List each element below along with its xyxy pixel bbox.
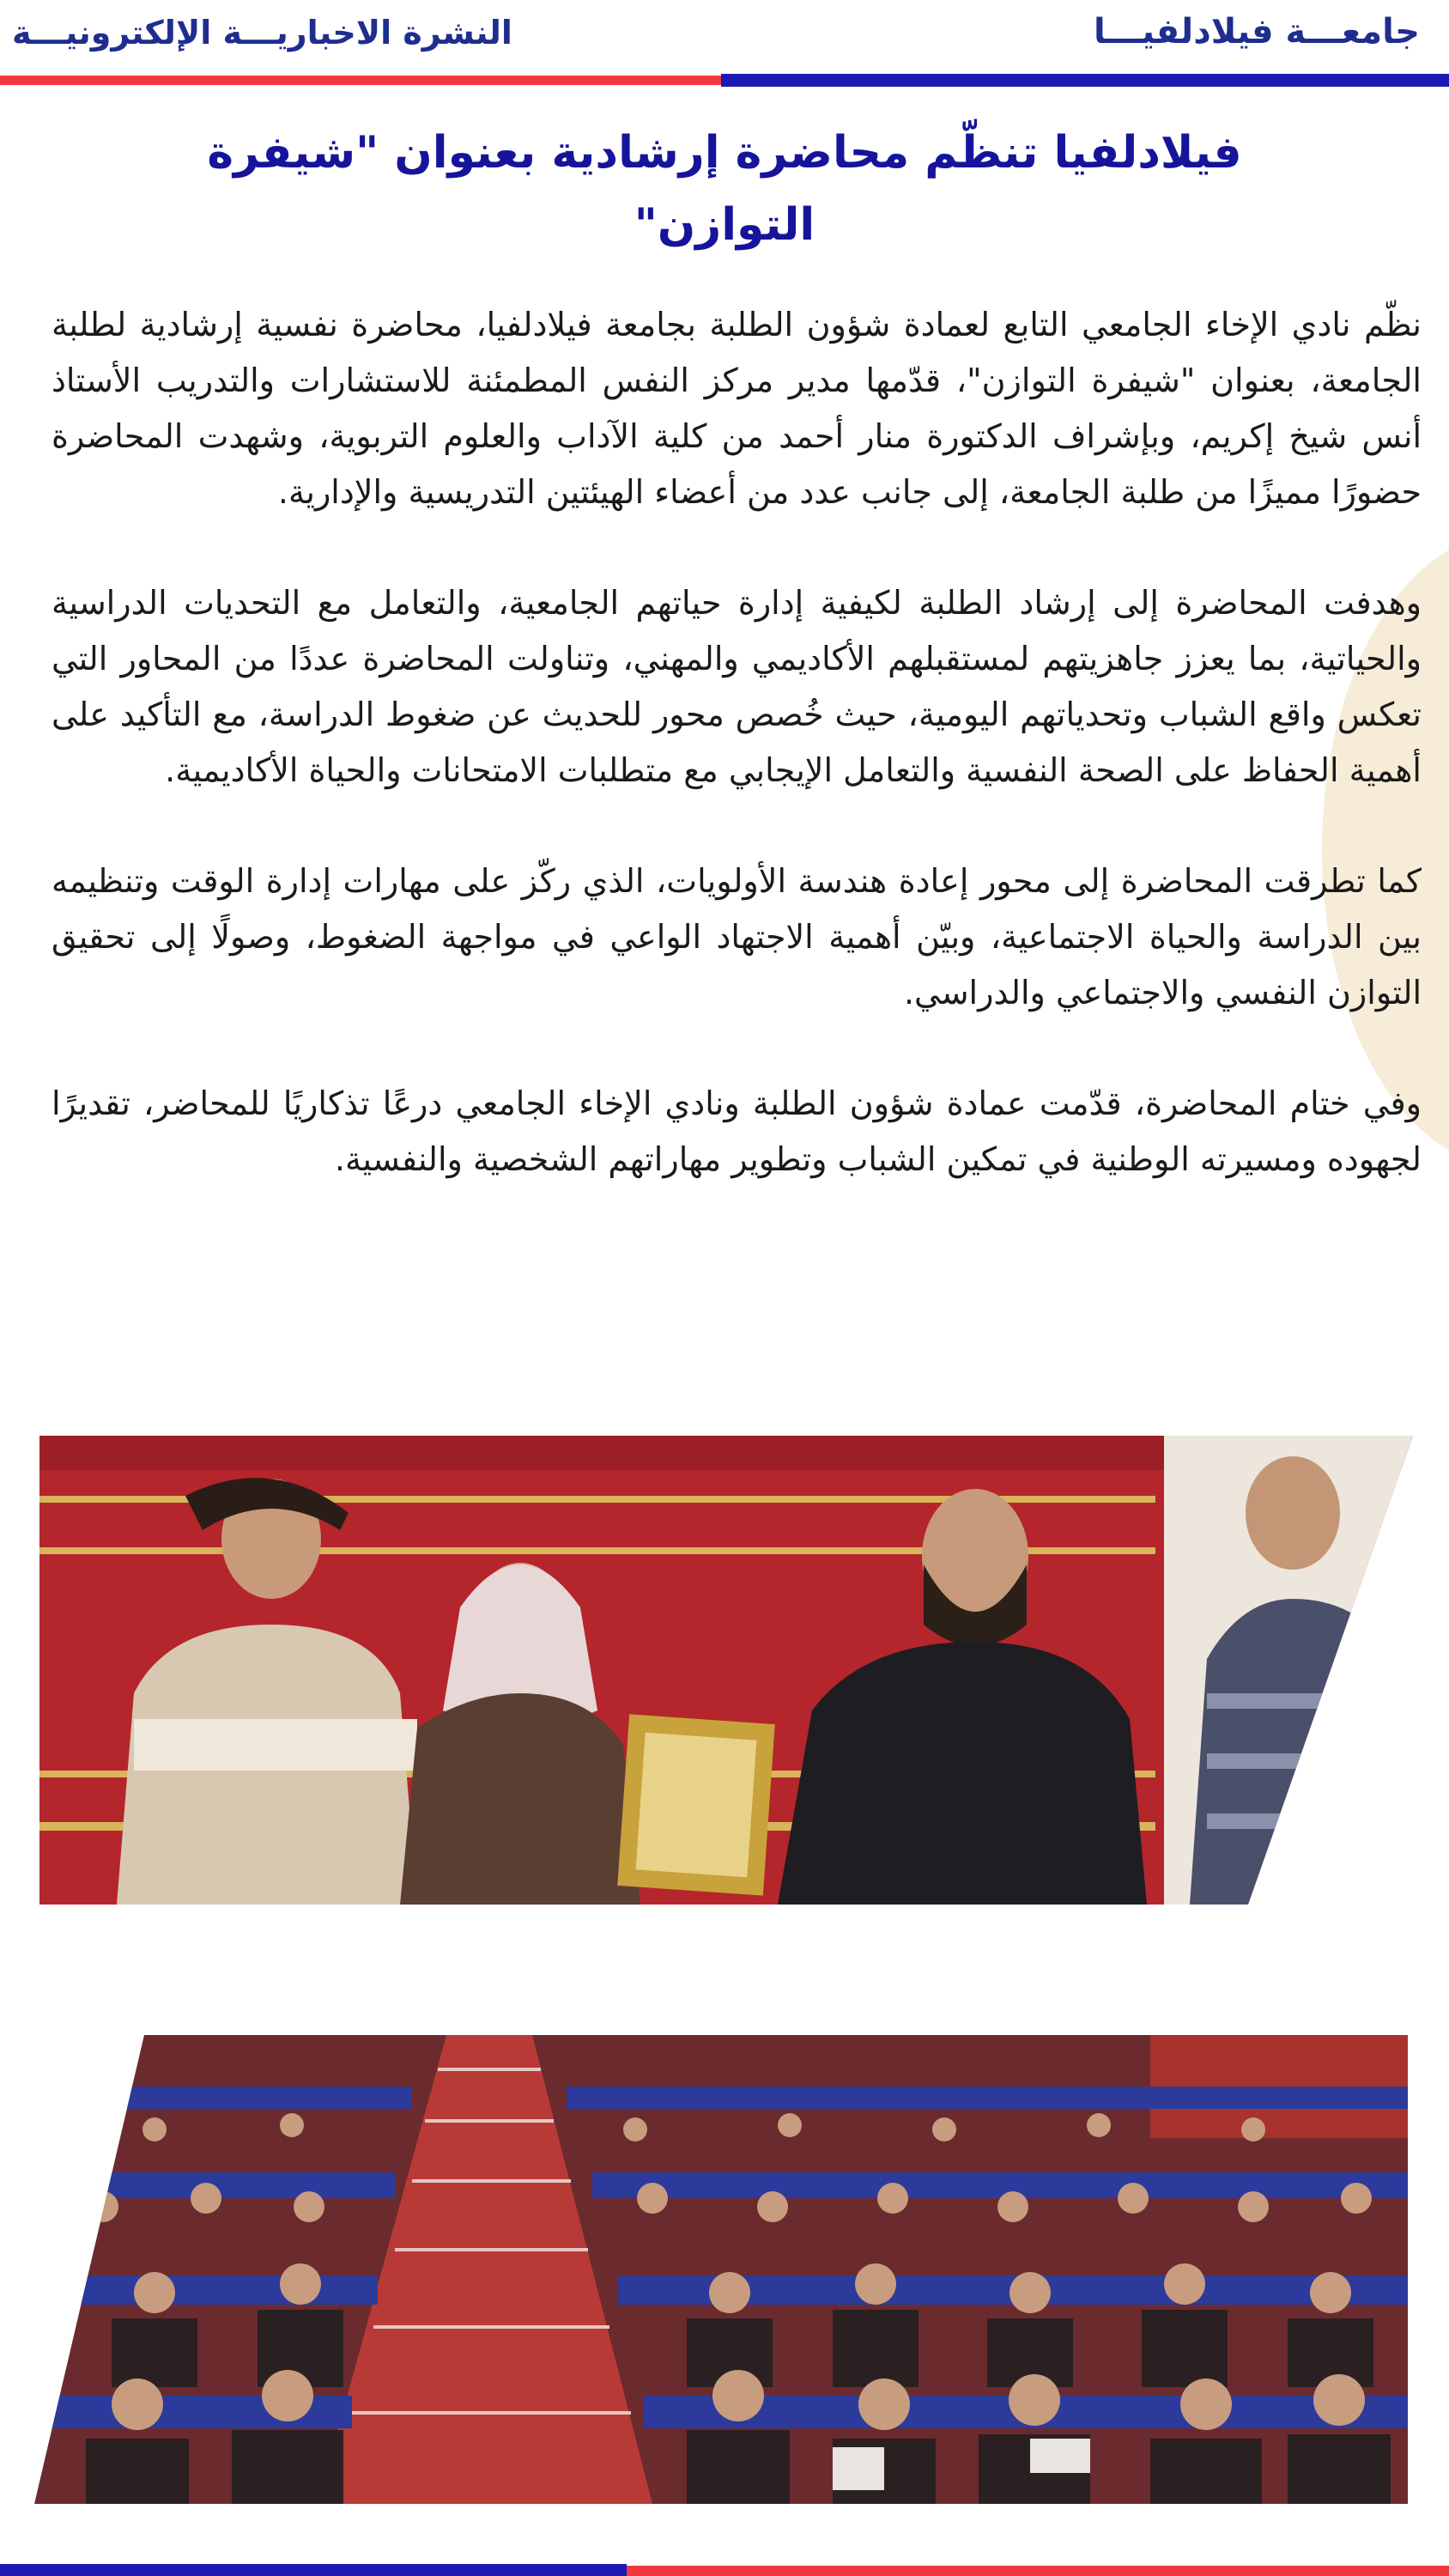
- header-red-bar: [0, 76, 725, 85]
- newsletter-header: [0, 0, 1449, 86]
- footer-red-bar: [622, 2566, 1449, 2576]
- photo-plaque-presentation: [39, 1436, 1413, 1905]
- article-paragraph: نظّم نادي الإخاء الجامعي التابع لعمادة شؤون الطلبة بجامعة فيلادلفيا، محاضرة نفسية إرشادية لطلبة الجامعة، بعنوان "شيفرة التوازن"، قدّمها مدير مركز النفس المطمئنة للاستشارات والتدريب الأستاذ أنس شيخ إكريم، وبإشراف الدكتورة منار أحمد من كلية الآداب والعلوم التربوية، وشهدت المحاضرة حضورًا مميزًا من طلبة الجامعة، إلى جانب عدد من أعضاء الهيئتين التدريسية والإدارية.: [52, 306, 1422, 511]
- photo-audience: [34, 2035, 1408, 2504]
- footer-blue-bar: [0, 2564, 627, 2576]
- article-body: [52, 297, 1422, 1242]
- plaque-presentation-image: [39, 1436, 1413, 1905]
- article-headline: فيلادلفيا تنظّم محاضرة إرشادية بعنوان "شيفرة التوازن": [207, 127, 1242, 251]
- audience-image: [34, 2035, 1408, 2504]
- article-paragraph: كما تطرقت المحاضرة إلى محور إعادة هندسة الأولويات، الذي ركّز على مهارات إدارة الوقت وتنظيمه بين الدراسة والحياة الاجتماعية، وبيّن أهمية الاجتهاد الواعي في مواجهة الضغوط، وصولًا إلى تحقيق التوازن النفسي والاجتماعي والدراسي.: [52, 862, 1422, 1012]
- article-paragraph: وفي ختام المحاضرة، قدّمت عمادة شؤون الطلبة ونادي الإخاء الجامعي درعًا تذكاريًا للمحاضر، تقديرًا لجهوده ومسيرته الوطنية في تمكين الشباب وتطوير مهاراتهم الشخصية والنفسية.: [52, 1084, 1422, 1178]
- article-paragraph: وهدفت المحاضرة إلى إرشاد الطلبة لكيفية إدارة حياتهم الجامعية، والتعامل مع التحديات الدراسية والحياتية، بما يعزز جاهزيتهم لمستقبلهم الأكاديمي والمهني، وتناولت المحاضرة عددًا من المحاور التي تعكس واقع الشباب وتحدياتهم اليومية، حيث خُصص محور للحديث عن ضغوط الدراسة، مع التأكيد على أهمية الحفاظ على الصحة النفسية والتعامل الإيجابي مع متطلبات الامتحانات والحياة الأكاديمية.: [52, 584, 1422, 789]
- university-name: جامعـــة فيلادلفيـــا: [1094, 12, 1420, 52]
- header-blue-bar: [721, 74, 1449, 87]
- newsletter-name: النشرة الاخباريـــة الإلكترونيـــة: [12, 14, 512, 52]
